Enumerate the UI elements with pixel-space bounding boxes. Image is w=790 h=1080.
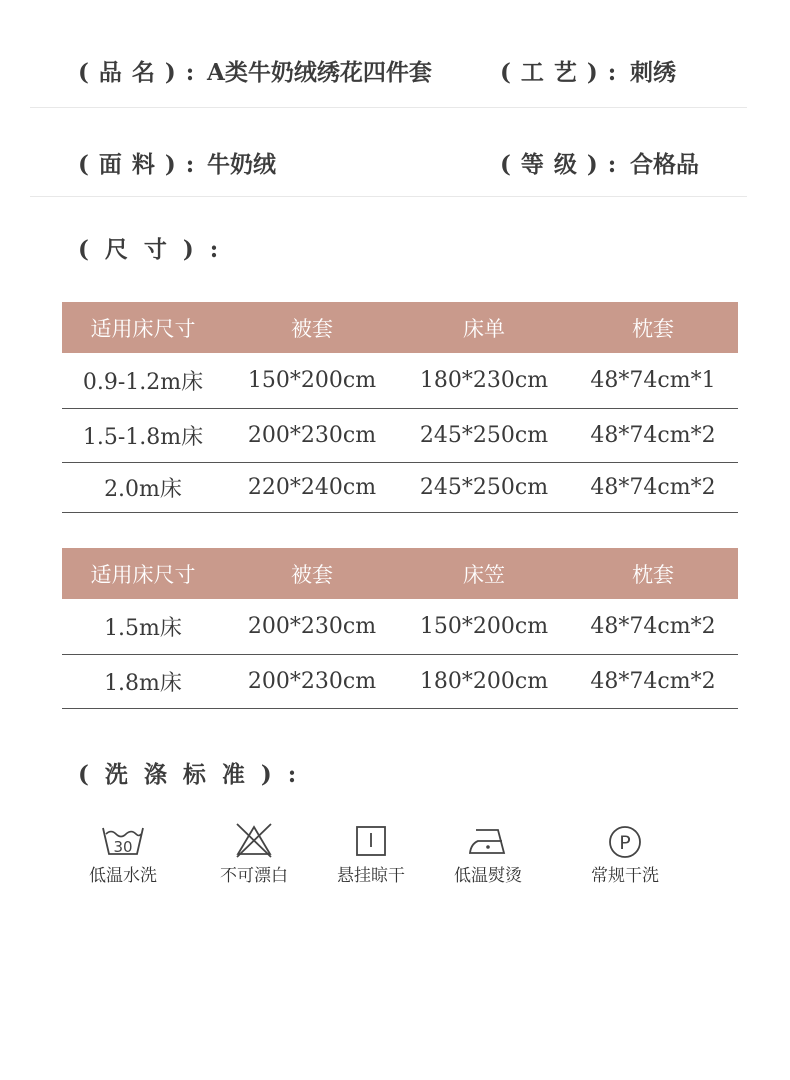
table-cell: 1.5-1.8m床 — [62, 408, 224, 462]
care-item-iron — [433, 822, 543, 886]
table-header: 床单 — [400, 302, 568, 353]
care-title: ( 洗 涤 标 准 ) : — [78, 761, 301, 788]
iron-low-icon — [466, 822, 510, 858]
size-table-fitted — [62, 548, 738, 709]
care-item-no-bleach — [199, 822, 309, 886]
svg-text:P: P — [619, 832, 631, 854]
no-bleach-icon — [234, 822, 274, 858]
size-table-sheet — [62, 302, 738, 513]
table-header: 适用床尺寸 — [62, 302, 224, 353]
care-label: 不可漂白 — [220, 866, 288, 886]
grade-label: ( 等 级 ) : — [500, 151, 618, 178]
table-row — [62, 408, 738, 462]
table-cell: 1.8m床 — [62, 654, 224, 708]
table-cell: 220*240cm — [224, 462, 400, 512]
table-cell: 150*200cm — [224, 353, 400, 408]
care-label: 低温水洗 — [89, 866, 157, 886]
craft-label: ( 工 艺 ) : — [500, 59, 618, 86]
table-cell: 2.0m床 — [62, 462, 224, 512]
table-row — [62, 462, 738, 512]
table-cell: 200*230cm — [224, 408, 400, 462]
table-cell: 48*74cm*1 — [568, 353, 738, 408]
divider — [30, 196, 747, 197]
size-label: ( 尺 寸 ) : — [78, 236, 223, 263]
table-cell: 150*200cm — [400, 599, 568, 654]
svg-text:30: 30 — [113, 838, 133, 856]
table-header: 被套 — [224, 548, 400, 599]
table-header: 被套 — [224, 302, 400, 353]
product-name-label: ( 品 名 ) : — [78, 59, 196, 86]
table-row — [62, 654, 738, 708]
table-cell: 0.9-1.2m床 — [62, 353, 224, 408]
table-row — [62, 599, 738, 654]
table-cell: 245*250cm — [400, 408, 568, 462]
care-label: 低温熨烫 — [454, 866, 522, 886]
table-header: 床笠 — [400, 548, 568, 599]
care-item-wash — [68, 822, 178, 886]
fabric-label: ( 面 料 ) : — [78, 151, 196, 178]
table-cell: 180*230cm — [400, 353, 568, 408]
table-cell: 200*230cm — [224, 654, 400, 708]
table-header: 适用床尺寸 — [62, 548, 224, 599]
table-cell: 48*74cm*2 — [568, 599, 738, 654]
table-cell: 200*230cm — [224, 599, 400, 654]
divider — [30, 107, 747, 108]
care-item-dry-clean — [570, 822, 680, 886]
table-header: 枕套 — [568, 548, 738, 599]
wash-30-icon — [100, 822, 146, 858]
table-row — [62, 353, 738, 408]
fabric-value: 牛奶绒 — [207, 151, 276, 178]
table-cell: 1.5m床 — [62, 599, 224, 654]
table-cell: 245*250cm — [400, 462, 568, 512]
craft-value: 刺绣 — [630, 59, 676, 86]
care-item-line-dry — [316, 822, 426, 886]
product-name-value: A类牛奶绒绣花四件套 — [207, 59, 432, 86]
table-cell: 48*74cm*2 — [568, 654, 738, 708]
table-cell: 48*74cm*2 — [568, 408, 738, 462]
table-header: 枕套 — [568, 302, 738, 353]
care-label: 常规干洗 — [591, 866, 659, 886]
table-header-row — [62, 302, 738, 353]
line-dry-icon — [353, 822, 389, 858]
table-cell: 48*74cm*2 — [568, 462, 738, 512]
care-label: 悬挂晾干 — [337, 866, 405, 886]
grade-value: 合格品 — [630, 151, 699, 178]
dry-clean-p-icon — [606, 822, 644, 858]
table-header-row — [62, 548, 738, 599]
table-cell: 180*200cm — [400, 654, 568, 708]
